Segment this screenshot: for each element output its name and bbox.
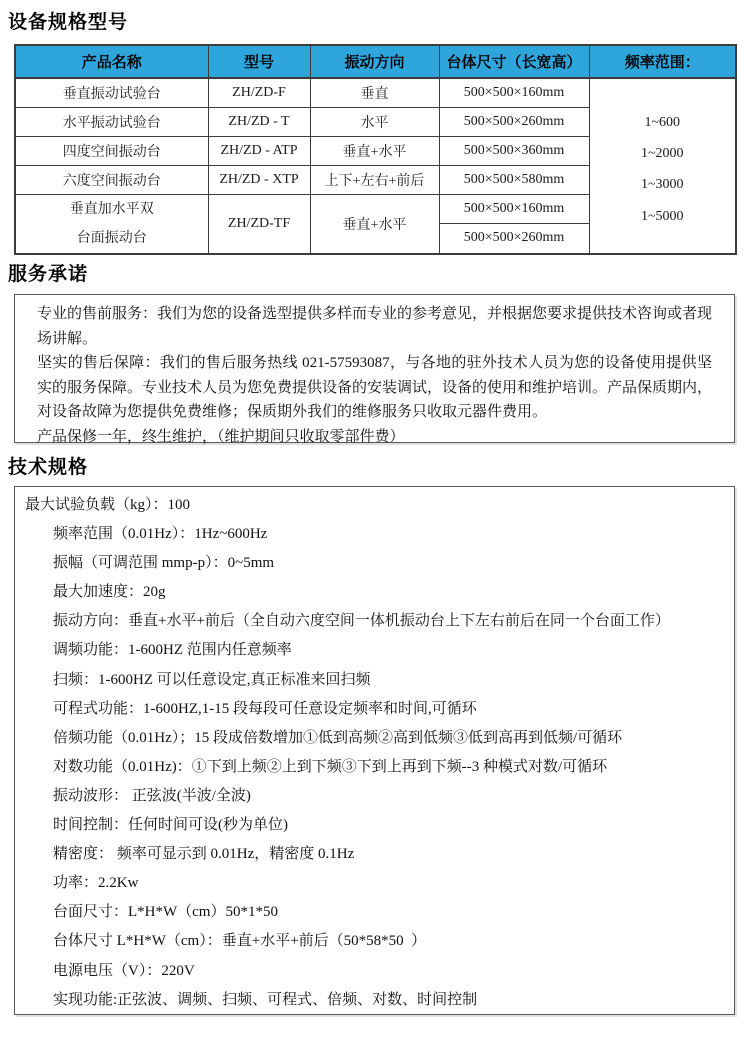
cell-size: 500×500×580mm xyxy=(439,165,589,194)
header-vibration-direction: 振动方向 xyxy=(310,45,439,78)
header-product-name: 产品名称 xyxy=(15,45,208,78)
cell-direction: 上下+左右+前后 xyxy=(310,165,439,194)
header-table-size: 台体尺寸（长宽高） xyxy=(439,45,589,78)
cell-size: 500×500×160mm xyxy=(439,78,589,107)
service-section-heading: 服务承诺 xyxy=(8,264,89,285)
frequency-value: 1~5000 xyxy=(640,208,684,224)
table-row xyxy=(15,78,736,107)
tech-line-max-load: 最大试验负载（kg）：100 xyxy=(25,497,191,513)
tech-line-functions: 实现功能:正弦波、调频、扫频、可程式、倍频、对数、时间控制 xyxy=(53,991,478,1008)
tech-line-voltage: 电源电压（V）：220V xyxy=(53,962,195,979)
tech-line-surface-size: 台面尺寸：L*H*W（cm）50*1*50 xyxy=(53,904,278,921)
service-paragraph-warranty: 产品保修一年，终生维护，（维护期间只收取零部件费） xyxy=(37,428,405,445)
tech-line-multiply-function: 倍频功能（0.01Hz）；15 段成倍数增加①低到高频②高到低频③低到高再到低频/可循环 xyxy=(53,729,623,746)
frequency-value: 1~3000 xyxy=(640,177,684,193)
tech-line-log-function: 对数功能（0.01Hz)：①下到上频②上到下频③下到上再到下频--3 种模式对数/可循环 xyxy=(53,758,608,775)
cell-direction: 垂直+水平 xyxy=(310,136,439,165)
frequency-values-stack xyxy=(592,100,734,240)
product-name-line2: 台面振动台 xyxy=(76,230,147,246)
tech-line-sweep: 扫频：1-600HZ 可以任意设定,真正标准来回扫频 xyxy=(53,671,371,688)
header-model: 型号 xyxy=(208,45,310,78)
cell-frequency-range-merged xyxy=(589,78,736,254)
cell-direction: 垂直 xyxy=(310,78,439,107)
spec-table-header-row xyxy=(15,45,736,78)
frequency-value: 1~600 xyxy=(644,114,681,130)
tech-line-max-acceleration: 最大加速度：20g xyxy=(53,584,166,601)
tech-section-heading: 技术规格 xyxy=(8,457,89,478)
header-frequency-range: 频率范围： xyxy=(589,45,736,78)
cell-product-name-two-line xyxy=(15,194,208,254)
cell-model: ZH/ZD - T xyxy=(208,107,310,136)
tech-line-time-control: 时间控制：任何时间可设(秒为单位) xyxy=(53,817,288,834)
cell-product-name: 六度空间振动台 xyxy=(15,165,208,194)
cell-model: ZH/ZD - ATP xyxy=(208,136,310,165)
tech-line-amplitude: 振幅（可调范围 mmp-p）：0~5mm xyxy=(53,555,275,572)
service-paragraph-presale: 专业的售前服务：我们为您的设备选型提供多样而专业的参考意见，并根据您要求提供技术咨询或者现场讲解。 xyxy=(37,306,713,347)
tech-line-waveform: 振动波形： 正弦波(半波/全波) xyxy=(53,787,251,804)
tech-line-programmable: 可程式功能：1-600HZ,1-15 段每段可任意设定频率和时间,可循环 xyxy=(53,700,477,717)
cell-product-name: 垂直振动试验台 xyxy=(15,78,208,107)
cell-model: ZH/ZD-F xyxy=(208,78,310,107)
tech-line-body-size: 台体尺寸 L*H*W（cm）：垂直+水平+前后（50*58*50 ） xyxy=(53,933,427,950)
cell-model: ZH/ZD - XTP xyxy=(208,165,310,194)
cell-direction: 垂直+水平 xyxy=(310,194,439,254)
tech-line-frequency-range: 频率范围（0.01Hz）：1Hz~600Hz xyxy=(53,526,268,543)
cell-product-name: 四度空间振动台 xyxy=(15,136,208,165)
tech-line-fm-function: 调频功能：1-600HZ 范围内任意频率 xyxy=(53,642,292,659)
cell-model: ZH/ZD-TF xyxy=(208,194,310,254)
cell-product-name: 水平振动试验台 xyxy=(15,107,208,136)
cell-direction: 水平 xyxy=(310,107,439,136)
product-name-line1: 垂直加水平双 xyxy=(69,201,154,217)
tech-specs-box xyxy=(14,486,735,1015)
cell-size-sub1: 500×500×160mm xyxy=(439,194,589,224)
service-paragraph-aftersale: 坚实的售后保障：我们的售后服务热线 021-57593087，与各地的驻外技术人员为您的设备使用提供坚实的服务保障。专业技术人员为您免费提供设备的安装调试，设备的使用和维护培训。产品保质期内，对设备故障为您提供免费维修；保质期外我们的维修服务只收取元器件费用。 xyxy=(37,355,713,421)
spec-table xyxy=(14,44,737,255)
tech-line-precision: 精密度： 频率可显示到 0.01Hz，精密度 0.1Hz xyxy=(53,846,355,863)
tech-line-vibration-direction: 振动方向：垂直+水平+前后（全自动六度空间一体机振动台上下左右前后在同一个台面工作） xyxy=(53,613,670,630)
tech-line-power: 功率：2.2Kw xyxy=(53,875,139,892)
spec-section-heading: 设备规格型号 xyxy=(8,12,129,33)
cell-size: 500×500×260mm xyxy=(439,107,589,136)
cell-size-sub2: 500×500×260mm xyxy=(439,224,589,254)
cell-size: 500×500×360mm xyxy=(439,136,589,165)
service-commitment-box xyxy=(14,294,735,443)
frequency-value: 1~2000 xyxy=(640,146,684,162)
